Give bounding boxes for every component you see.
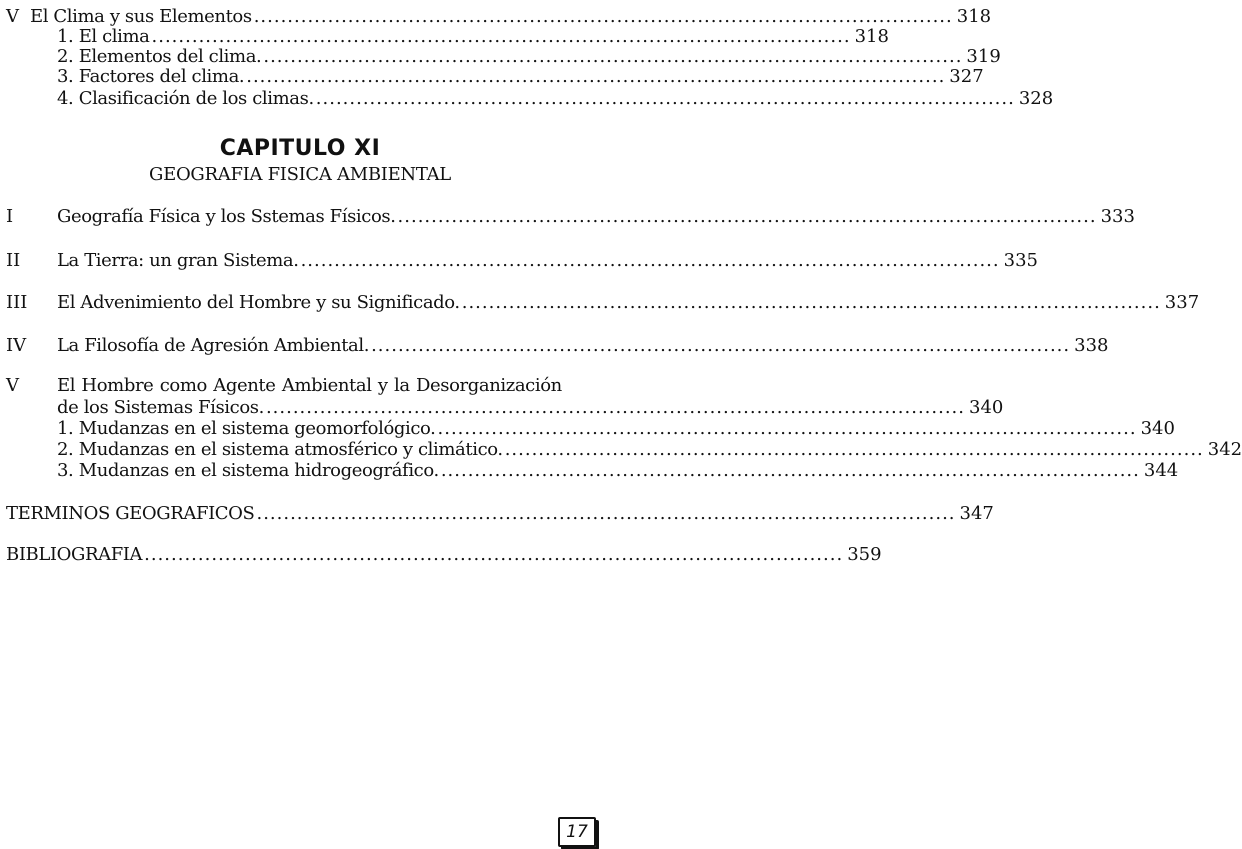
entry-text: TERMINOS GEOGRAFICOS xyxy=(6,503,255,524)
entry-text: 2. Elementos del clima. xyxy=(57,46,262,67)
page-number: 338 xyxy=(1074,335,1109,356)
dot-leader: ........................................................................................................ xyxy=(315,88,1015,109)
entry-text: BIBLIOGRAFIA xyxy=(6,544,143,565)
page-number: 327 xyxy=(949,66,984,87)
page-number: 340 xyxy=(969,397,1004,418)
dot-leader: ........................................................................................................ xyxy=(461,292,1161,313)
toc-entry xyxy=(0,397,1004,419)
dot-leader: ........................................................................................................ xyxy=(263,46,963,67)
chapter-title: CAPITULO XI xyxy=(219,136,381,161)
dot-leader: ........................................................................................................ xyxy=(253,6,953,27)
toc-subentry xyxy=(0,46,1001,68)
toc-subentry xyxy=(0,88,1054,110)
entry-text: 4. Clasificación de los climas. xyxy=(57,88,314,109)
page-number: 318 xyxy=(854,26,889,47)
page-number: 359 xyxy=(847,544,882,565)
entry-text: 2. Mudanzas en el sistema atmosférico y climático. xyxy=(57,439,503,460)
entry-text: La Filosofía de Agresión Ambiental. xyxy=(57,335,370,356)
toc-entry xyxy=(0,335,1109,357)
entry-text: 3. Mudanzas en el sistema hidrogeográfico. xyxy=(57,460,439,481)
page-number: 333 xyxy=(1100,206,1135,227)
chapter-subtitle: GEOGRAFIA FISICA AMBIENTAL xyxy=(149,164,451,185)
dot-leader: ........................................................................................................ xyxy=(300,250,1000,271)
toc-subentry xyxy=(0,439,1242,461)
page-number: 344 xyxy=(1143,460,1179,481)
section-numeral: III xyxy=(6,292,28,313)
toc-entry xyxy=(0,6,992,28)
entry-text: El Clima y sus Elementos xyxy=(30,6,252,27)
entry-text: La Tierra: un gran Sistema. xyxy=(57,250,299,271)
entry-text: 1. Mudanzas en el sistema geomorfológico. xyxy=(57,418,436,439)
page-number: 328 xyxy=(1018,88,1054,109)
toc-subentry xyxy=(0,418,1175,440)
section-numeral: IV xyxy=(6,335,27,356)
entry-text: de los Sistemas Físicos. xyxy=(57,397,264,418)
entry-text: 3. Factores del clima. xyxy=(57,66,245,87)
toc-subentry xyxy=(0,460,1179,482)
toc-subentry xyxy=(0,66,984,88)
dot-leader: ........................................................................................................ xyxy=(151,26,851,47)
dot-leader: ........................................................................................................ xyxy=(265,397,965,418)
toc-entry xyxy=(0,503,994,525)
page-number: 340 xyxy=(1140,418,1175,439)
page-number: 342 xyxy=(1207,439,1242,460)
entry-text: Geografía Física y los Sstemas Físicos. xyxy=(57,206,396,227)
entry-text: El Advenimiento del Hombre y su Significado. xyxy=(57,292,460,313)
section-numeral: II xyxy=(6,250,21,271)
dot-leader: ........................................................................................................ xyxy=(256,503,956,524)
entry-heading-line: El Hombre como Agente Ambiental y la Desorganización xyxy=(57,375,562,396)
dot-leader: ........................................................................................................ xyxy=(246,66,946,87)
page-folio: 17 xyxy=(558,817,596,847)
dot-leader: ........................................................................................................ xyxy=(397,206,1097,227)
toc-entry xyxy=(0,292,1200,314)
dot-leader: ........................................................................................................ xyxy=(504,439,1204,460)
page-number: 335 xyxy=(1003,250,1038,271)
page-number: 347 xyxy=(959,503,994,524)
page-number: 337 xyxy=(1164,292,1200,313)
toc-entry xyxy=(0,206,1135,228)
page-number: 319 xyxy=(966,46,1001,67)
dot-leader: ........................................................................................................ xyxy=(440,460,1140,481)
section-numeral: V xyxy=(6,6,19,27)
dot-leader: ........................................................................................................ xyxy=(437,418,1137,439)
entry-text: 1. El clima xyxy=(57,26,150,47)
section-numeral: V xyxy=(6,375,19,396)
toc-entry xyxy=(0,250,1038,272)
dot-leader: ........................................................................................................ xyxy=(144,544,844,565)
toc-subentry xyxy=(0,26,889,48)
section-numeral: I xyxy=(6,206,14,227)
page-number: 318 xyxy=(956,6,992,27)
dot-leader: ........................................................................................................ xyxy=(371,335,1071,356)
toc-entry xyxy=(0,544,882,566)
